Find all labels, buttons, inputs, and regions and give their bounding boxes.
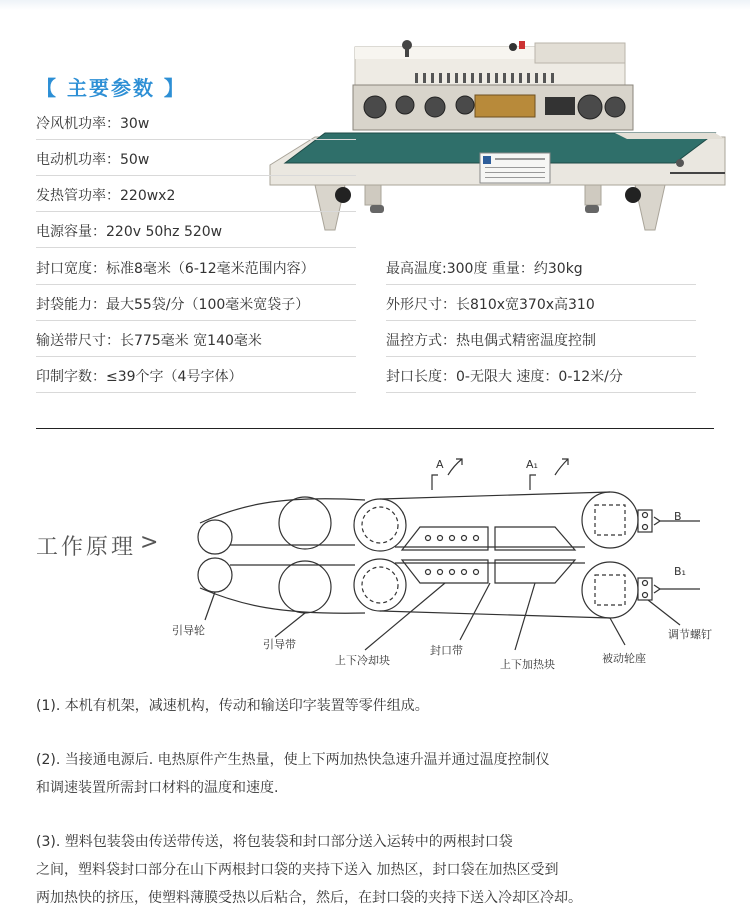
param-row	[36, 218, 736, 250]
section-divider	[36, 428, 714, 429]
param-cell: 封袋能力：最大55袋/分（100毫米宽袋子）	[36, 297, 310, 313]
description-1	[36, 692, 736, 720]
working-principle-title: 工作原理	[36, 535, 137, 560]
description-line: 和调速装置所需封口材料的温度和速度.	[36, 780, 279, 796]
param-cell: 印制字数：≤39个字（4号字体）	[36, 369, 243, 385]
param-cell: 发热管功率：220wx2	[36, 188, 176, 204]
row-divider	[36, 139, 356, 140]
description-line: (2). 当接通电源后. 电热原件产生热量，使上下两加热快急速升温并通过温度控制仪	[36, 752, 550, 768]
param-row	[36, 255, 736, 287]
label-b: B	[674, 510, 682, 523]
param-row	[36, 182, 736, 214]
row-divider	[386, 356, 696, 357]
row-divider	[36, 247, 356, 248]
chevron-right-icon: >	[140, 530, 159, 555]
row-divider	[386, 320, 696, 321]
param-cell: 温控方式：热电偶式精密温度控制	[386, 333, 596, 349]
row-divider	[36, 356, 356, 357]
label-guide-wheel: 引导轮	[172, 624, 205, 637]
section-title: 【 主要参数 】	[36, 76, 186, 100]
row-divider	[36, 284, 356, 285]
top-band	[0, 0, 750, 10]
description-line: (1). 本机有机架，减速机构，传动和输送印字装置等零件组成。	[36, 698, 429, 714]
label-guide-belt: 引导带	[263, 638, 296, 651]
param-cell: 最高温度:300度 重量：约30kg	[386, 261, 583, 277]
description-line: 之间，塑料袋封口部分在山下两根封口袋的夹持下送入 加热区，封口袋在加热区受到	[36, 862, 559, 878]
param-cell: 输送带尺寸：长775毫米 宽140毫米	[36, 333, 262, 349]
label-heating-block: 上下加热块	[500, 658, 555, 671]
row-divider	[36, 175, 356, 176]
param-cell: 电源容量：220v 50hz 520w	[36, 224, 223, 240]
param-row	[36, 146, 736, 178]
param-row	[36, 327, 736, 359]
label-sealing-belt: 封口带	[430, 644, 463, 657]
param-row	[36, 110, 736, 142]
row-divider	[36, 211, 356, 212]
param-cell: 外形尺寸：长810x宽370x高310	[386, 297, 595, 313]
row-divider	[386, 284, 696, 285]
param-cell: 封口宽度：标准8毫米（6-12毫米范围内容）	[36, 261, 315, 277]
row-divider	[386, 392, 696, 393]
description-line: 两加热快的挤压，使塑料薄膜受热以后粘合，然后，在封口袋的夹持下送入冷却区冷却。	[36, 890, 582, 906]
description-line: (3). 塑料包装袋由传送带传送，将包装袋和封口部分送入运转中的两根封口袋	[36, 834, 513, 850]
label-a: A	[436, 458, 444, 471]
label-adjust-screw: 调节螺钉	[668, 628, 712, 641]
label-a1: A₁	[526, 458, 538, 471]
param-row	[36, 291, 736, 323]
label-driven-seat: 被动轮座	[602, 652, 646, 665]
label-b1: B₁	[674, 565, 686, 578]
description-3	[36, 828, 736, 912]
row-divider	[36, 320, 356, 321]
label-cooling-block: 上下冷却块	[335, 654, 390, 667]
description-2	[36, 746, 736, 802]
param-row	[36, 363, 736, 395]
param-cell: 封口长度：0-无限大 速度：0-12米/分	[386, 369, 623, 385]
working-principle-diagram	[170, 445, 750, 675]
product-section	[0, 0, 750, 420]
row-divider	[36, 392, 356, 393]
param-cell: 电动机功率：50w	[36, 152, 150, 168]
param-cell: 冷风机功率：30w	[36, 116, 150, 132]
